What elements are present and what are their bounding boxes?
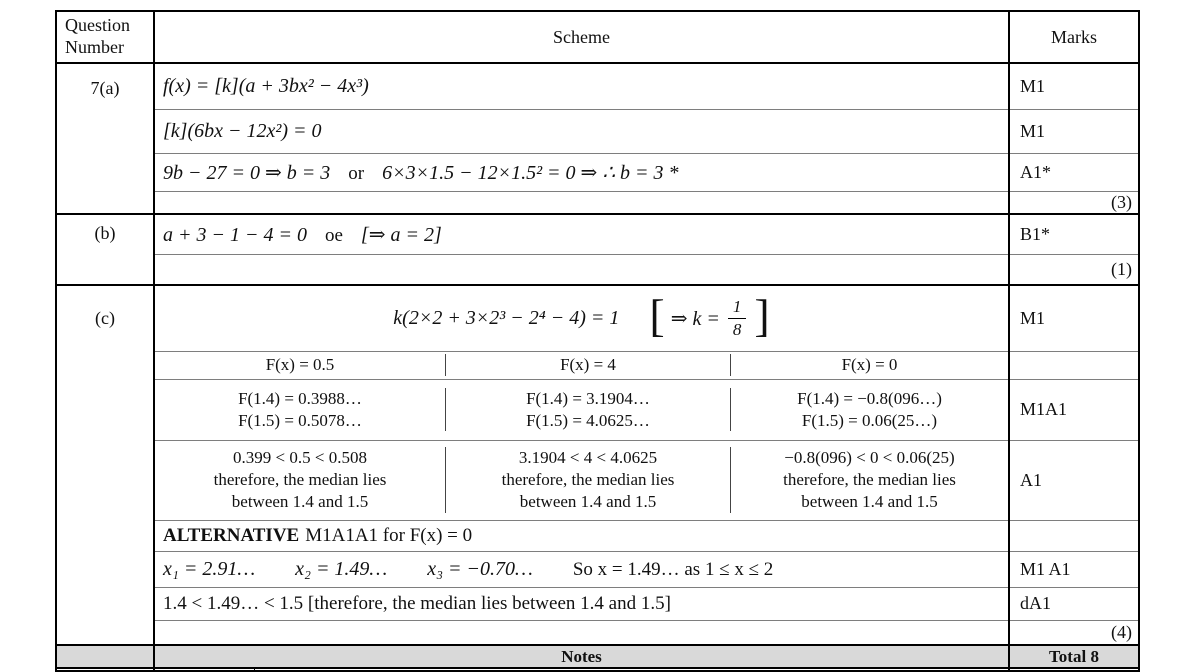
row-7c-subtotal: [56, 620, 1139, 645]
mark-cell: M1 A1: [1009, 551, 1139, 587]
scheme-cell-empty: [154, 620, 1009, 645]
mark-cell: M1: [1009, 285, 1139, 351]
equation-a-left: a + 3 − 1 − 4 = 0: [163, 223, 307, 246]
scheme-cell: [154, 285, 1009, 351]
ftable-col1-conclusion: [155, 447, 446, 512]
conclusion-line: therefore, the median lies: [783, 470, 956, 490]
row-roots: [56, 551, 1139, 587]
subtotal-b: (1): [1009, 254, 1139, 285]
scheme-cell: [154, 587, 1009, 620]
root-x2: x₂ = 1.49…: [295, 557, 388, 580]
conclusion-line: −0.8(096) < 0 < 0.06(25): [784, 448, 955, 468]
value-line: F(1.5) = 0.5078…: [238, 410, 362, 430]
mark-cell: M1: [1009, 109, 1139, 153]
fraction-numerator: 1: [728, 297, 747, 319]
row-7b-1: [56, 214, 1139, 254]
subtotal-c: (4): [1009, 620, 1139, 645]
equation-a-right: [⇒ a = 2]: [360, 223, 442, 246]
notes-qcell-empty: [56, 645, 154, 668]
ftable-col3-conclusion: [731, 447, 1008, 512]
scheme-cell: [154, 63, 1009, 109]
ftable-conclusion-grid: [155, 447, 1008, 512]
conclusion-line: therefore, the median lies: [501, 470, 675, 490]
equation-k-main: k(2×2 + 3×2³ − 2⁴ − 4) = 1: [393, 306, 620, 329]
mark-cell: A1: [1009, 440, 1139, 520]
bracket-open: [: [649, 289, 665, 341]
notes-label: Notes: [154, 645, 1009, 668]
scheme-cell-empty: [154, 254, 1009, 285]
ftable-col1-header: F(x) = 0.5: [155, 354, 446, 376]
scheme-cell: [154, 351, 1009, 379]
fraction-denominator: 8: [732, 319, 742, 339]
value-line: F(1.4) = −0.8(096…): [797, 388, 942, 408]
ftable-col3-values: [731, 388, 1008, 432]
conclusion-line: between 1.4 and 1.5: [801, 491, 938, 511]
mark-cell: B1*: [1009, 214, 1139, 254]
roots-tail: So x = 1.49… as 1 ≤ x ≤ 2: [572, 558, 774, 580]
mark-cell: dA1: [1009, 587, 1139, 620]
value-line: F(1.4) = 0.3988…: [238, 388, 362, 408]
final-inequality: 1.4 < 1.49… < 1.5 [therefore, the median lies between 1.4 and 1.5]: [163, 592, 671, 614]
mark-cell: M1A1: [1009, 379, 1139, 440]
mark-cell-empty: [1009, 351, 1139, 379]
scheme-cell-empty: [154, 191, 1009, 214]
row-ftable-header: [56, 351, 1139, 379]
mark-cell: M1: [1009, 63, 1139, 109]
row-final-inequality: [56, 587, 1139, 620]
ftable-col2-conclusion: [446, 447, 731, 512]
mark-scheme-table: [55, 10, 1140, 672]
row-7a-2: [56, 109, 1139, 153]
fraction-one-eighth: [728, 297, 747, 340]
equation-k: [393, 289, 770, 341]
ftable-col2-values: [446, 388, 731, 432]
scheme-cell: [154, 153, 1009, 191]
alternative-text: M1A1A1 for F(x) = 0: [305, 524, 473, 546]
row-ftable-conclusion: [56, 440, 1139, 520]
equation-b-right: 6×3×1.5 − 12×1.5² = 0 ⇒ ∴ b = 3 *: [382, 161, 679, 184]
conclusion-line: 0.399 < 0.5 < 0.508: [233, 448, 367, 468]
header-marks: Marks: [1009, 11, 1139, 63]
row-7a-3: [56, 153, 1139, 191]
connector-oe: oe: [324, 224, 343, 246]
mark-scheme-page: [55, 10, 1140, 672]
conclusion-line: between 1.4 and 1.5: [519, 491, 657, 511]
scheme-cell: [154, 379, 1009, 440]
conclusion-line: 3.1904 < 4 < 4.0625: [518, 448, 658, 468]
alternative-label: ALTERNATIVE: [163, 524, 300, 546]
question-label-7b: (b): [56, 214, 154, 285]
row-alternative: [56, 520, 1139, 551]
row-7c-k: [56, 285, 1139, 351]
root-x3: x₃ = −0.70…: [427, 557, 533, 580]
question-label-7a: 7(a): [56, 63, 154, 214]
value-line: F(1.4) = 3.1904…: [526, 388, 650, 408]
row-7a-1: [56, 63, 1139, 109]
scheme-cell: [154, 109, 1009, 153]
ftable-col1-values: [155, 388, 446, 432]
mark-cell: A1*: [1009, 153, 1139, 191]
equation-k-implies: ⇒ k =: [670, 307, 720, 330]
connector-or: or: [348, 162, 365, 184]
equation-fx: f(x) = [k](a + 3bx² − 4x³): [163, 74, 369, 97]
row-7b-subtotal: [56, 254, 1139, 285]
scheme-cell: [154, 520, 1009, 551]
question-label-7c: (c): [56, 285, 154, 645]
ftable-col2-header: F(x) = 4: [446, 354, 731, 376]
header-row: [56, 11, 1139, 63]
row-ftable-values: [56, 379, 1139, 440]
total-label: Total 8: [1009, 645, 1139, 668]
mark-cell-empty: [1009, 520, 1139, 551]
ftable-col3-header: F(x) = 0: [841, 355, 898, 375]
ftable-header-grid: [155, 354, 1008, 376]
subtotal-a: (3): [1009, 191, 1139, 214]
root-x1: x₁ = 2.91…: [163, 557, 256, 580]
row-notes-total: [56, 645, 1139, 668]
value-line: F(1.5) = 0.06(25…): [801, 410, 938, 430]
row-7a-subtotal: [56, 191, 1139, 214]
scheme-cell: [154, 214, 1009, 254]
scheme-cell: [154, 551, 1009, 587]
equation-b-left: 9b − 27 = 0 ⇒ b = 3: [163, 161, 331, 184]
value-line: F(1.5) = 4.0625…: [526, 410, 650, 430]
header-scheme: Scheme: [154, 11, 1009, 63]
conclusion-line: therefore, the median lies: [213, 470, 387, 490]
header-question-number: Question Number: [56, 11, 154, 63]
scheme-cell: [154, 440, 1009, 520]
equation-derivative: [k](6bx − 12x²) = 0: [163, 119, 322, 142]
ftable-values-grid: [155, 388, 1008, 432]
conclusion-line: between 1.4 and 1.5: [231, 491, 369, 511]
bracket-close: ]: [754, 289, 770, 341]
